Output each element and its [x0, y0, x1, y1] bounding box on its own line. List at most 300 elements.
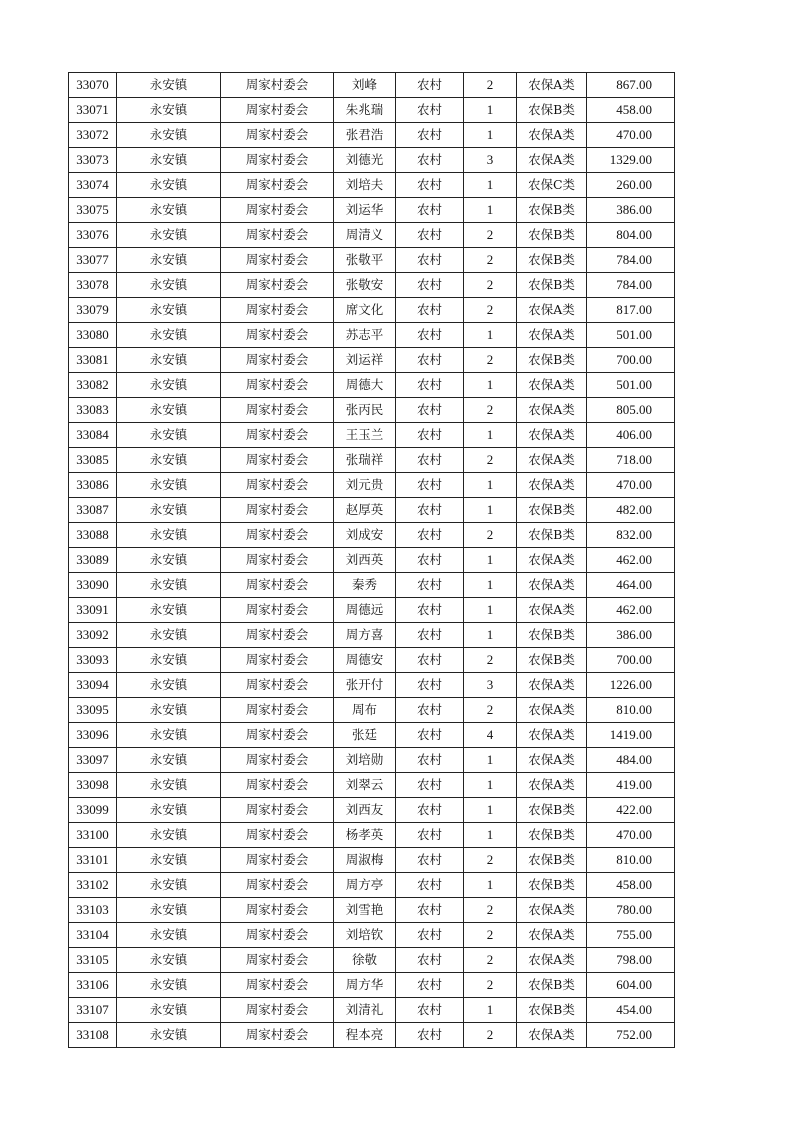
town-name-cell: 永安镇	[117, 748, 221, 773]
person-name-cell: 刘清礼	[334, 998, 396, 1023]
person-name-cell: 张敬安	[334, 273, 396, 298]
town-name-cell: 永安镇	[117, 123, 221, 148]
town-name-cell: 永安镇	[117, 98, 221, 123]
table-row	[69, 848, 675, 873]
household-count-cell: 1	[464, 873, 517, 898]
village-committee-cell: 周家村委会	[221, 323, 334, 348]
insurance-category-cell: 农保A类	[517, 448, 587, 473]
village-committee-cell: 周家村委会	[221, 573, 334, 598]
area-type-cell: 农村	[396, 173, 464, 198]
household-count-cell: 1	[464, 98, 517, 123]
person-name-cell: 张敬平	[334, 248, 396, 273]
amount-cell: 470.00	[587, 823, 675, 848]
village-committee-cell: 周家村委会	[221, 498, 334, 523]
person-name-cell: 王玉兰	[334, 423, 396, 448]
insurance-category-cell: 农保B类	[517, 998, 587, 1023]
town-name-cell: 永安镇	[117, 598, 221, 623]
insurance-category-cell: 农保A类	[517, 773, 587, 798]
record-id-cell: 33106	[69, 973, 117, 998]
village-committee-cell: 周家村委会	[221, 848, 334, 873]
person-name-cell: 刘培勋	[334, 748, 396, 773]
table-row	[69, 923, 675, 948]
record-id-cell: 33088	[69, 523, 117, 548]
person-name-cell: 秦秀	[334, 573, 396, 598]
area-type-cell: 农村	[396, 398, 464, 423]
area-type-cell: 农村	[396, 723, 464, 748]
area-type-cell: 农村	[396, 648, 464, 673]
insurance-category-cell: 农保A类	[517, 398, 587, 423]
town-name-cell: 永安镇	[117, 398, 221, 423]
amount-cell: 464.00	[587, 573, 675, 598]
town-name-cell: 永安镇	[117, 823, 221, 848]
record-id-cell: 33105	[69, 948, 117, 973]
insurance-category-cell: 农保A类	[517, 323, 587, 348]
household-count-cell: 1	[464, 473, 517, 498]
amount-cell: 458.00	[587, 873, 675, 898]
village-committee-cell: 周家村委会	[221, 898, 334, 923]
insurance-category-cell: 农保A类	[517, 948, 587, 973]
town-name-cell: 永安镇	[117, 973, 221, 998]
person-name-cell: 刘西友	[334, 798, 396, 823]
household-count-cell: 2	[464, 1023, 517, 1048]
amount-cell: 484.00	[587, 748, 675, 773]
table-row	[69, 798, 675, 823]
amount-cell: 780.00	[587, 898, 675, 923]
insurance-category-cell: 农保B类	[517, 973, 587, 998]
record-id-cell: 33095	[69, 698, 117, 723]
person-name-cell: 周布	[334, 698, 396, 723]
insurance-category-cell: 农保A类	[517, 423, 587, 448]
town-name-cell: 永安镇	[117, 648, 221, 673]
insurance-category-cell: 农保C类	[517, 173, 587, 198]
area-type-cell: 农村	[396, 73, 464, 98]
amount-cell: 700.00	[587, 348, 675, 373]
table-row	[69, 273, 675, 298]
area-type-cell: 农村	[396, 598, 464, 623]
area-type-cell: 农村	[396, 1023, 464, 1048]
town-name-cell: 永安镇	[117, 898, 221, 923]
insurance-category-cell: 农保A类	[517, 373, 587, 398]
village-committee-cell: 周家村委会	[221, 698, 334, 723]
village-committee-cell: 周家村委会	[221, 973, 334, 998]
insurance-category-cell: 农保B类	[517, 623, 587, 648]
amount-cell: 501.00	[587, 373, 675, 398]
town-name-cell: 永安镇	[117, 173, 221, 198]
village-committee-cell: 周家村委会	[221, 598, 334, 623]
town-name-cell: 永安镇	[117, 798, 221, 823]
table-row	[69, 323, 675, 348]
table-row	[69, 623, 675, 648]
record-id-cell: 33093	[69, 648, 117, 673]
village-committee-cell: 周家村委会	[221, 748, 334, 773]
area-type-cell: 农村	[396, 423, 464, 448]
amount-cell: 832.00	[587, 523, 675, 548]
household-count-cell: 2	[464, 698, 517, 723]
table-row	[69, 123, 675, 148]
insurance-category-cell: 农保A类	[517, 898, 587, 923]
village-committee-cell: 周家村委会	[221, 123, 334, 148]
insurance-category-cell: 农保B类	[517, 273, 587, 298]
area-type-cell: 农村	[396, 998, 464, 1023]
table-row	[69, 773, 675, 798]
insurance-category-cell: 农保B类	[517, 223, 587, 248]
table-row	[69, 298, 675, 323]
household-count-cell: 1	[464, 373, 517, 398]
person-name-cell: 赵厚英	[334, 498, 396, 523]
town-name-cell: 永安镇	[117, 73, 221, 98]
town-name-cell: 永安镇	[117, 248, 221, 273]
town-name-cell: 永安镇	[117, 773, 221, 798]
area-type-cell: 农村	[396, 573, 464, 598]
household-count-cell: 1	[464, 598, 517, 623]
person-name-cell: 周德大	[334, 373, 396, 398]
area-type-cell: 农村	[396, 673, 464, 698]
area-type-cell: 农村	[396, 698, 464, 723]
household-count-cell: 3	[464, 148, 517, 173]
town-name-cell: 永安镇	[117, 298, 221, 323]
record-id-cell: 33077	[69, 248, 117, 273]
record-id-cell: 33104	[69, 923, 117, 948]
area-type-cell: 农村	[396, 298, 464, 323]
insurance-category-cell: 农保B类	[517, 648, 587, 673]
record-id-cell: 33070	[69, 73, 117, 98]
amount-cell: 501.00	[587, 323, 675, 348]
village-committee-cell: 周家村委会	[221, 948, 334, 973]
insurance-category-cell: 农保B类	[517, 848, 587, 873]
table-row	[69, 98, 675, 123]
person-name-cell: 刘西英	[334, 548, 396, 573]
household-count-cell: 1	[464, 798, 517, 823]
amount-cell: 419.00	[587, 773, 675, 798]
person-name-cell: 周方喜	[334, 623, 396, 648]
household-count-cell: 1	[464, 123, 517, 148]
area-type-cell: 农村	[396, 348, 464, 373]
household-count-cell: 4	[464, 723, 517, 748]
table-row	[69, 473, 675, 498]
amount-cell: 422.00	[587, 798, 675, 823]
amount-cell: 386.00	[587, 623, 675, 648]
area-type-cell: 农村	[396, 898, 464, 923]
table-row	[69, 373, 675, 398]
table-row	[69, 873, 675, 898]
record-id-cell: 33108	[69, 1023, 117, 1048]
village-committee-cell: 周家村委会	[221, 823, 334, 848]
amount-cell: 867.00	[587, 73, 675, 98]
village-committee-cell: 周家村委会	[221, 773, 334, 798]
household-count-cell: 1	[464, 173, 517, 198]
area-type-cell: 农村	[396, 523, 464, 548]
table-row	[69, 73, 675, 98]
insurance-category-cell: 农保A类	[517, 723, 587, 748]
insurance-category-cell: 农保A类	[517, 923, 587, 948]
table-row	[69, 548, 675, 573]
insurance-category-cell: 农保A类	[517, 148, 587, 173]
table-row	[69, 698, 675, 723]
record-id-cell: 33103	[69, 898, 117, 923]
area-type-cell: 农村	[396, 823, 464, 848]
record-id-cell: 33096	[69, 723, 117, 748]
town-name-cell: 永安镇	[117, 373, 221, 398]
record-id-cell: 33100	[69, 823, 117, 848]
area-type-cell: 农村	[396, 923, 464, 948]
amount-cell: 810.00	[587, 698, 675, 723]
person-name-cell: 周德远	[334, 598, 396, 623]
household-count-cell: 3	[464, 673, 517, 698]
household-count-cell: 1	[464, 573, 517, 598]
village-committee-cell: 周家村委会	[221, 298, 334, 323]
village-committee-cell: 周家村委会	[221, 423, 334, 448]
table-row	[69, 423, 675, 448]
insurance-category-cell: 农保A类	[517, 748, 587, 773]
person-name-cell: 苏志平	[334, 323, 396, 348]
household-count-cell: 1	[464, 998, 517, 1023]
table-row	[69, 973, 675, 998]
area-type-cell: 农村	[396, 798, 464, 823]
record-id-cell: 33072	[69, 123, 117, 148]
household-count-cell: 2	[464, 923, 517, 948]
amount-cell: 1329.00	[587, 148, 675, 173]
town-name-cell: 永安镇	[117, 548, 221, 573]
area-type-cell: 农村	[396, 848, 464, 873]
person-name-cell: 张廷	[334, 723, 396, 748]
insurance-category-cell: 农保B类	[517, 98, 587, 123]
village-committee-cell: 周家村委会	[221, 448, 334, 473]
household-count-cell: 2	[464, 448, 517, 473]
area-type-cell: 农村	[396, 548, 464, 573]
insurance-category-cell: 农保A类	[517, 598, 587, 623]
amount-cell: 386.00	[587, 198, 675, 223]
record-id-cell: 33073	[69, 148, 117, 173]
household-count-cell: 2	[464, 298, 517, 323]
person-name-cell: 周方华	[334, 973, 396, 998]
household-count-cell: 2	[464, 223, 517, 248]
area-type-cell: 农村	[396, 123, 464, 148]
data-table	[68, 72, 675, 1048]
amount-cell: 482.00	[587, 498, 675, 523]
town-name-cell: 永安镇	[117, 673, 221, 698]
person-name-cell: 刘培夫	[334, 173, 396, 198]
town-name-cell: 永安镇	[117, 698, 221, 723]
table-row	[69, 998, 675, 1023]
record-id-cell: 33089	[69, 548, 117, 573]
village-committee-cell: 周家村委会	[221, 473, 334, 498]
table-row	[69, 523, 675, 548]
area-type-cell: 农村	[396, 498, 464, 523]
insurance-category-cell: 农保B类	[517, 348, 587, 373]
village-committee-cell: 周家村委会	[221, 373, 334, 398]
person-name-cell: 张丙民	[334, 398, 396, 423]
record-id-cell: 33097	[69, 748, 117, 773]
table-row	[69, 723, 675, 748]
table-row	[69, 348, 675, 373]
village-committee-cell: 周家村委会	[221, 73, 334, 98]
table-row	[69, 898, 675, 923]
table-row	[69, 823, 675, 848]
insurance-category-cell: 农保B类	[517, 823, 587, 848]
household-count-cell: 2	[464, 348, 517, 373]
village-committee-cell: 周家村委会	[221, 223, 334, 248]
record-id-cell: 33092	[69, 623, 117, 648]
person-name-cell: 席文化	[334, 298, 396, 323]
area-type-cell: 农村	[396, 273, 464, 298]
record-id-cell: 33078	[69, 273, 117, 298]
record-id-cell: 33074	[69, 173, 117, 198]
amount-cell: 810.00	[587, 848, 675, 873]
household-count-cell: 2	[464, 248, 517, 273]
amount-cell: 1226.00	[587, 673, 675, 698]
town-name-cell: 永安镇	[117, 498, 221, 523]
amount-cell: 406.00	[587, 423, 675, 448]
insurance-category-cell: 农保B类	[517, 248, 587, 273]
household-count-cell: 2	[464, 898, 517, 923]
person-name-cell: 刘德光	[334, 148, 396, 173]
person-name-cell: 周德安	[334, 648, 396, 673]
record-id-cell: 33099	[69, 798, 117, 823]
record-id-cell: 33087	[69, 498, 117, 523]
town-name-cell: 永安镇	[117, 323, 221, 348]
area-type-cell: 农村	[396, 448, 464, 473]
town-name-cell: 永安镇	[117, 723, 221, 748]
table-body	[69, 73, 675, 1048]
area-type-cell: 农村	[396, 98, 464, 123]
town-name-cell: 永安镇	[117, 573, 221, 598]
insurance-category-cell: 农保B类	[517, 873, 587, 898]
record-id-cell: 33085	[69, 448, 117, 473]
record-id-cell: 33084	[69, 423, 117, 448]
insurance-category-cell: 农保A类	[517, 123, 587, 148]
town-name-cell: 永安镇	[117, 198, 221, 223]
person-name-cell: 刘翠云	[334, 773, 396, 798]
person-name-cell: 徐敬	[334, 948, 396, 973]
amount-cell: 260.00	[587, 173, 675, 198]
amount-cell: 470.00	[587, 123, 675, 148]
person-name-cell: 杨孝英	[334, 823, 396, 848]
table-row	[69, 673, 675, 698]
village-committee-cell: 周家村委会	[221, 673, 334, 698]
insurance-category-cell: 农保A类	[517, 698, 587, 723]
person-name-cell: 刘运华	[334, 198, 396, 223]
village-committee-cell: 周家村委会	[221, 198, 334, 223]
person-name-cell: 周方亭	[334, 873, 396, 898]
amount-cell: 718.00	[587, 448, 675, 473]
record-id-cell: 33094	[69, 673, 117, 698]
area-type-cell: 农村	[396, 948, 464, 973]
record-id-cell: 33079	[69, 298, 117, 323]
amount-cell: 805.00	[587, 398, 675, 423]
record-id-cell: 33082	[69, 373, 117, 398]
village-committee-cell: 周家村委会	[221, 523, 334, 548]
insurance-category-cell: 农保A类	[517, 573, 587, 598]
village-committee-cell: 周家村委会	[221, 148, 334, 173]
household-count-cell: 1	[464, 423, 517, 448]
person-name-cell: 朱兆瑞	[334, 98, 396, 123]
insurance-category-cell: 农保A类	[517, 473, 587, 498]
village-committee-cell: 周家村委会	[221, 873, 334, 898]
table-row	[69, 598, 675, 623]
person-name-cell: 刘峰	[334, 73, 396, 98]
table-row	[69, 1023, 675, 1048]
town-name-cell: 永安镇	[117, 348, 221, 373]
insurance-category-cell: 农保A类	[517, 298, 587, 323]
household-count-cell: 1	[464, 823, 517, 848]
table-row	[69, 498, 675, 523]
person-name-cell: 周清义	[334, 223, 396, 248]
area-type-cell: 农村	[396, 873, 464, 898]
record-id-cell: 33090	[69, 573, 117, 598]
insurance-category-cell: 农保A类	[517, 1023, 587, 1048]
town-name-cell: 永安镇	[117, 273, 221, 298]
record-id-cell: 33091	[69, 598, 117, 623]
amount-cell: 454.00	[587, 998, 675, 1023]
record-id-cell: 33071	[69, 98, 117, 123]
person-name-cell: 刘成安	[334, 523, 396, 548]
household-count-cell: 1	[464, 748, 517, 773]
table-row	[69, 173, 675, 198]
amount-cell: 470.00	[587, 473, 675, 498]
table-row	[69, 223, 675, 248]
area-type-cell: 农村	[396, 748, 464, 773]
town-name-cell: 永安镇	[117, 1023, 221, 1048]
insurance-category-cell: 农保B类	[517, 198, 587, 223]
household-count-cell: 2	[464, 398, 517, 423]
area-type-cell: 农村	[396, 198, 464, 223]
town-name-cell: 永安镇	[117, 873, 221, 898]
village-committee-cell: 周家村委会	[221, 273, 334, 298]
village-committee-cell: 周家村委会	[221, 173, 334, 198]
amount-cell: 700.00	[587, 648, 675, 673]
insurance-category-cell: 农保A类	[517, 73, 587, 98]
table-row	[69, 648, 675, 673]
record-id-cell: 33083	[69, 398, 117, 423]
insurance-category-cell: 农保A类	[517, 673, 587, 698]
area-type-cell: 农村	[396, 473, 464, 498]
town-name-cell: 永安镇	[117, 523, 221, 548]
insurance-category-cell: 农保B类	[517, 523, 587, 548]
town-name-cell: 永安镇	[117, 473, 221, 498]
town-name-cell: 永安镇	[117, 623, 221, 648]
area-type-cell: 农村	[396, 148, 464, 173]
table-row	[69, 148, 675, 173]
person-name-cell: 刘雪艳	[334, 898, 396, 923]
town-name-cell: 永安镇	[117, 423, 221, 448]
town-name-cell: 永安镇	[117, 448, 221, 473]
village-committee-cell: 周家村委会	[221, 723, 334, 748]
town-name-cell: 永安镇	[117, 848, 221, 873]
record-id-cell: 33107	[69, 998, 117, 1023]
household-count-cell: 1	[464, 323, 517, 348]
household-count-cell: 2	[464, 648, 517, 673]
insurance-category-cell: 农保B类	[517, 798, 587, 823]
amount-cell: 798.00	[587, 948, 675, 973]
area-type-cell: 农村	[396, 623, 464, 648]
town-name-cell: 永安镇	[117, 923, 221, 948]
town-name-cell: 永安镇	[117, 223, 221, 248]
person-name-cell: 周淑梅	[334, 848, 396, 873]
document-sheet	[68, 72, 675, 1048]
record-id-cell: 33081	[69, 348, 117, 373]
amount-cell: 462.00	[587, 598, 675, 623]
household-count-cell: 1	[464, 498, 517, 523]
record-id-cell: 33101	[69, 848, 117, 873]
table-row	[69, 198, 675, 223]
town-name-cell: 永安镇	[117, 948, 221, 973]
household-count-cell: 1	[464, 623, 517, 648]
record-id-cell: 33098	[69, 773, 117, 798]
household-count-cell: 2	[464, 523, 517, 548]
amount-cell: 817.00	[587, 298, 675, 323]
household-count-cell: 2	[464, 948, 517, 973]
record-id-cell: 33075	[69, 198, 117, 223]
